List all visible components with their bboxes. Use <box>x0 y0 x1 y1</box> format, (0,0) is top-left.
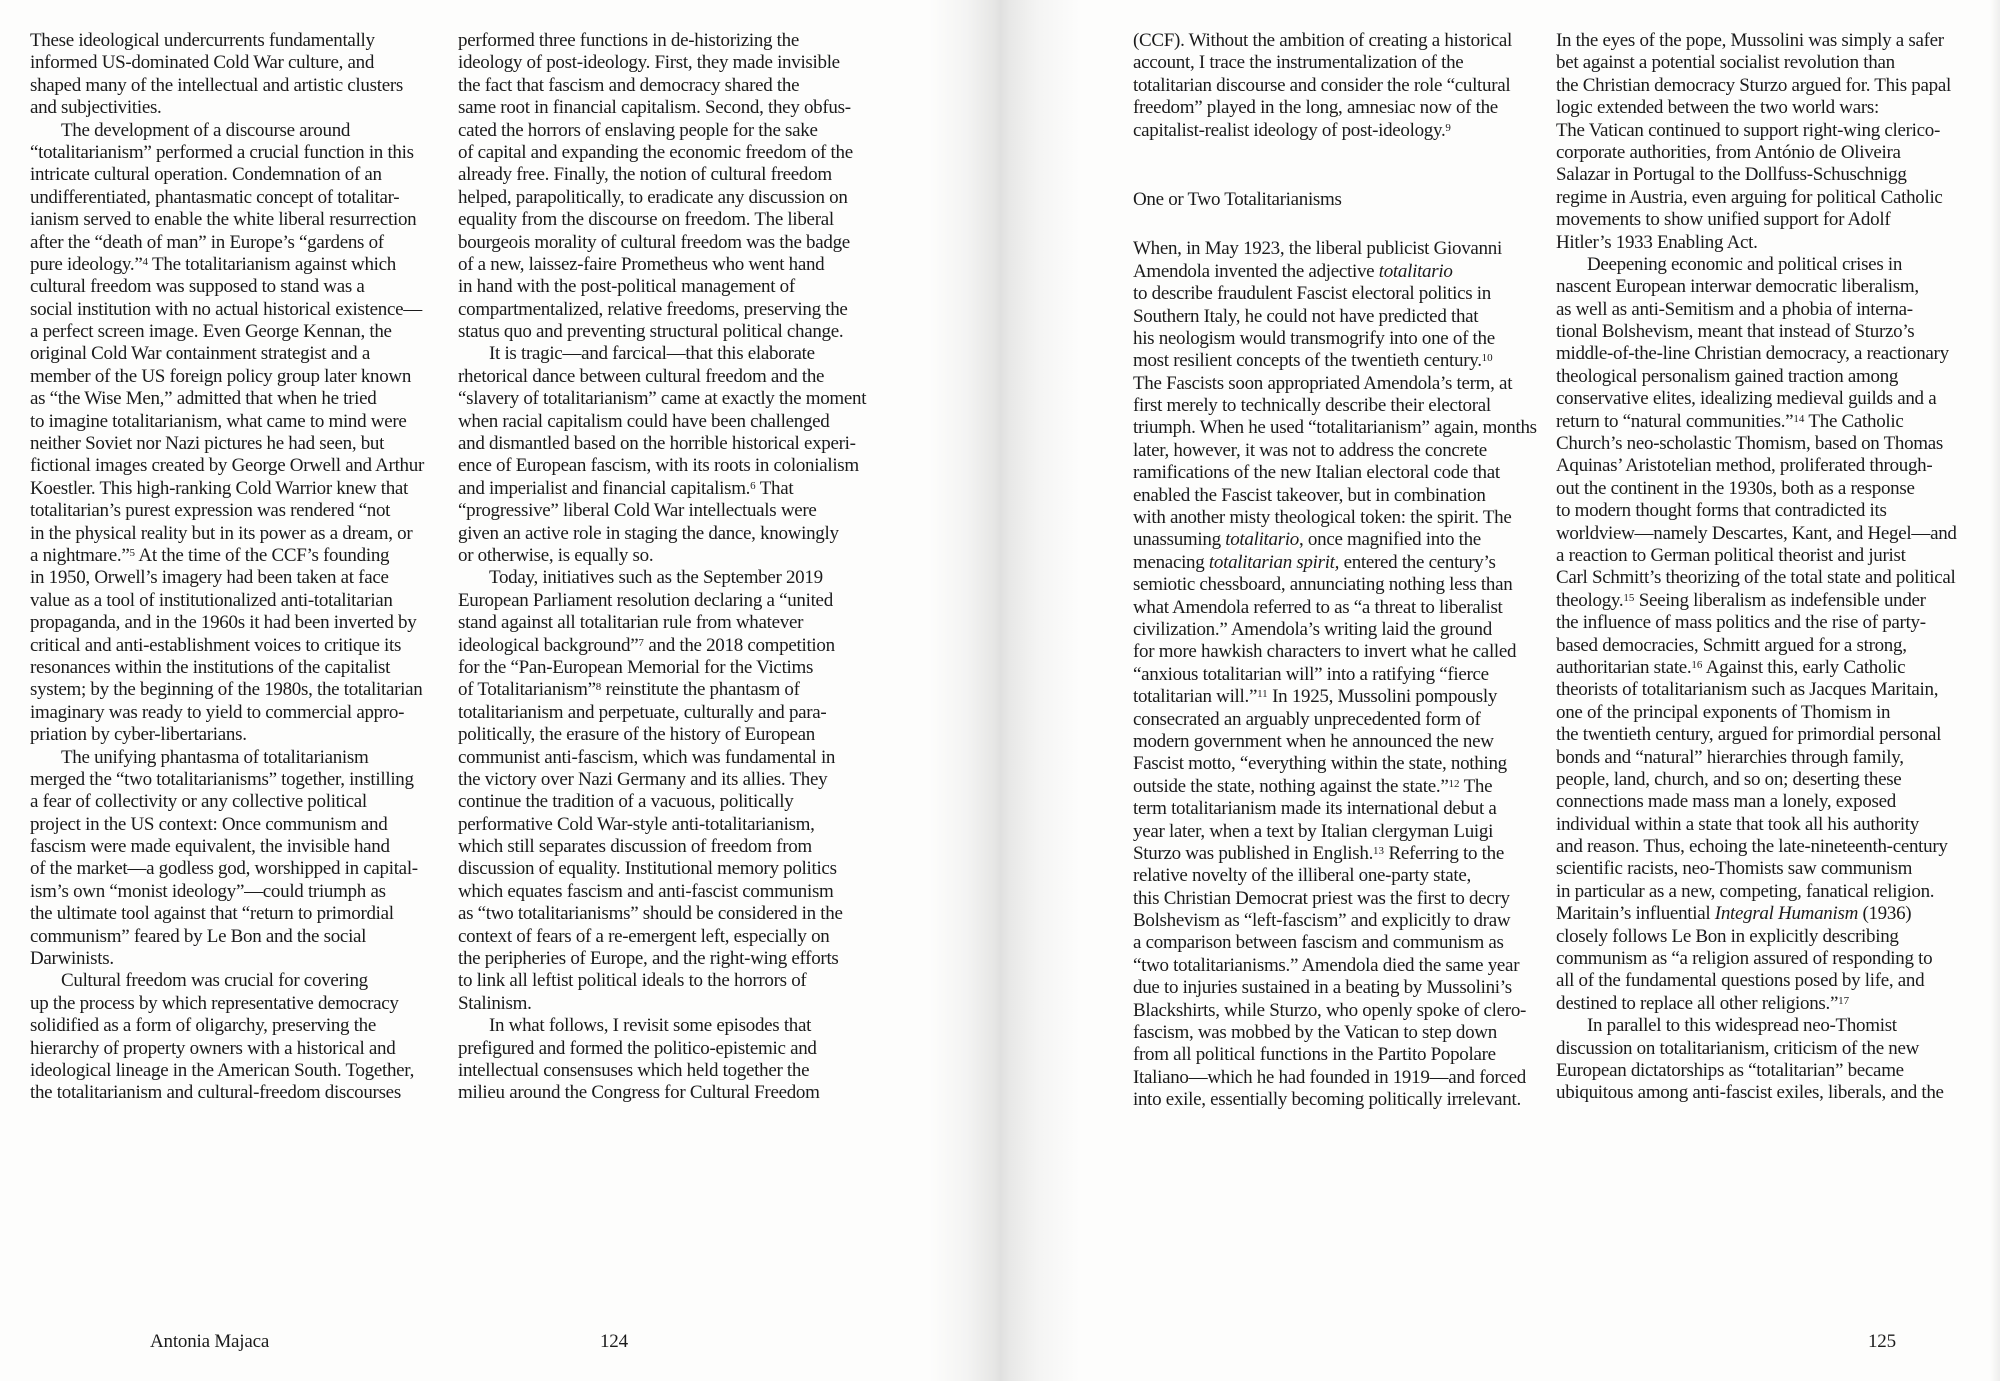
footnote-ref: 7 <box>638 636 644 649</box>
text-line: civilization.” Amendola’s writing laid the ground <box>1133 618 1492 640</box>
text-line: Bolshevism as “left-fascism” and explicitly to draw <box>1133 910 1511 932</box>
paragraph <box>1556 254 1986 1015</box>
text-column-4 <box>1556 30 1986 1105</box>
text-line: most resilient concepts of the twentieth century.$^{10}$ <box>1133 350 1493 372</box>
text-line: “two totalitarianisms.” Amendola died the same year <box>1133 954 1520 976</box>
text-line: propaganda, and in the 1960s it had been inverted by <box>30 612 417 634</box>
footnote-ref: 17 <box>1838 994 1850 1007</box>
text-line: informed US-dominated Cold War culture, and <box>30 52 375 74</box>
section-heading: One or Two Totalitarianisms <box>1133 188 1342 210</box>
text-line: in 1950, Orwell’s imagery had been taken at face <box>30 567 389 589</box>
text-line: communist anti-fascism, which was fundamental in <box>458 746 836 768</box>
text-line: milieu around the Congress for Cultural Freedom <box>458 1082 820 1104</box>
text-line: These ideological undercurrents fundamentally <box>30 30 375 51</box>
text-line: communism as “a religion assured of responding to <box>1556 948 1933 970</box>
text-line: to imagine totalitarianism, what came to mind were <box>30 410 407 432</box>
text-line: middle-of-the-line Christian democracy, a reactionary <box>1556 343 1949 365</box>
text-line: neither Soviet nor Nazi pictures he had seen, but <box>30 433 385 455</box>
text-line: term totalitarianism made its international debut a <box>1133 798 1497 820</box>
footnote-ref: 4 <box>142 255 148 268</box>
text-line: original Cold War containment strategist and a <box>30 343 370 365</box>
footnote-ref: 9 <box>1445 121 1451 134</box>
text-line: a perfect screen image. Even George Kennan, the <box>30 321 392 343</box>
text-line: a comparison between fascism and communism as <box>1133 932 1504 954</box>
text-line: theological personalism gained traction among <box>1556 365 1899 387</box>
text-line: prefigured and formed the politico-epistemic and <box>458 1037 817 1059</box>
text-line: the victory over Nazi Germany and its allies. They <box>458 768 828 790</box>
text-line: ideological background”$^7$ and the 2018 competition <box>458 634 835 656</box>
text-line: system; by the beginning of the 1980s, the totalitarian <box>30 679 423 701</box>
text-line: the Christian democracy Sturzo argued for. This papal <box>1556 74 1951 96</box>
text-line: Southern Italy, he could not have predicted that <box>1133 305 1479 327</box>
text-line: value as a tool of institutionalized anti-totalitarian <box>30 589 393 611</box>
text-line: cultural freedom was supposed to stand was a <box>30 276 365 298</box>
text-line: In parallel to this widespread neo-Thomist <box>1587 1015 1897 1037</box>
text-line: connections made mass man a lonely, exposed <box>1556 791 1896 813</box>
text-line: as “two totalitarianisms” should be considered in the <box>458 903 843 925</box>
text-line: this Christian Democrat priest was the first to decry <box>1133 887 1510 909</box>
text-line: theorists of totalitarianism such as Jacques Maritain, <box>1556 679 1939 701</box>
text-line: ianism served to enable the white liberal resurrection <box>30 209 417 231</box>
text-line: in particular as a new, competing, fanatical religion. <box>1556 880 1935 902</box>
text-line: destined to replace all other religions.”$^{17}$ <box>1556 992 1850 1014</box>
text-line: Cultural freedom was crucial for covering <box>61 970 368 992</box>
text-line: after the “death of man” in Europe’s “gardens of <box>30 231 384 253</box>
text-line: intricate cultural operation. Condemnation of an <box>30 164 382 186</box>
text-line: as well as anti-Semitism and a phobia of interna- <box>1556 298 1913 320</box>
text-line: ramifications of the new Italian electoral code that <box>1133 462 1500 484</box>
text-line: the peripheries of Europe, and the right-wing efforts <box>458 948 839 970</box>
paragraph <box>1133 238 1555 1111</box>
text-line: fictional images created by George Orwell and Arthur <box>30 455 424 477</box>
text-line: totalitarianism and perpetuate, culturally and para- <box>458 701 827 723</box>
text-line: from all political functions in the Partito Popolare <box>1133 1044 1496 1066</box>
text-line: European Parliament resolution declaring a “united <box>458 589 833 611</box>
text-line: due to injuries sustained in a beating by Mussolini’s <box>1133 977 1512 999</box>
text-line: capitalist-realist ideology of post-ideology.$^9$ <box>1133 119 1451 141</box>
text-line: Hitler’s 1933 Enabling Act. <box>1556 231 1758 253</box>
text-line: the totalitarianism and cultural-freedom discourses <box>30 1082 401 1104</box>
text-line: ideology of post-ideology. First, they made invisible <box>458 52 840 74</box>
text-line: The Vatican continued to support right-wing clerico- <box>1556 119 1940 141</box>
text-line: menacing totalitarian spirit, entered the century’s <box>1133 551 1496 573</box>
text-line: member of the US foreign policy group later known <box>30 365 412 387</box>
footnote-ref: 12 <box>1448 777 1460 790</box>
text-line: imaginary was ready to yield to commercial appro- <box>30 701 405 723</box>
text-line: closely follows Le Bon in explicitly describing <box>1556 925 1899 947</box>
text-line: a reaction to German political theorist and jurist <box>1556 544 1906 566</box>
text-line: given an active role in staging the dance, knowingly <box>458 522 839 544</box>
text-line: Italiano—which he had founded in 1919—and forced <box>1133 1066 1526 1088</box>
text-line: for more hawkish characters to invert what he called <box>1133 641 1517 663</box>
text-line: discussion on totalitarianism, criticism of the new <box>1556 1037 1920 1059</box>
text-line: and dismantled based on the horrible historical experi- <box>458 433 856 455</box>
text-line: for the “Pan-European Memorial for the Victims <box>458 656 814 678</box>
text-line: theology.$^{15}$ Seeing liberalism as indefensible under <box>1556 589 1926 611</box>
text-line: helped, parapolitically, to eradicate any discussion on <box>458 186 848 208</box>
text-line: later, however, it was not to address the concrete <box>1133 439 1487 461</box>
text-line: Koestler. This high-ranking Cold Warrior knew that <box>30 477 409 499</box>
text-line: Carl Schmitt’s theorizing of the total state and political <box>1556 567 1956 589</box>
text-line: hierarchy of property owners with a historical and <box>30 1037 396 1059</box>
page-number-left: 124 <box>600 1331 628 1352</box>
text-line: authoritarian state.$^{16}$ Against this, early Catholic <box>1556 656 1906 678</box>
text-line: the influence of mass politics and the rise of party- <box>1556 612 1926 634</box>
text-line: first merely to technically describe their electoral <box>1133 395 1491 417</box>
text-column-3 <box>1133 30 1555 1112</box>
text-line: (CCF). Without the ambition of creating a historical <box>1133 30 1513 51</box>
text-line: politically, the erasure of the history of European <box>458 724 816 746</box>
paragraph <box>1556 30 1986 254</box>
text-line: corporate authorities, from António de Oliveira <box>1556 141 1901 163</box>
text-line: Blackshirts, while Sturzo, who openly spoke of clero- <box>1133 999 1527 1021</box>
text-line: totalitarian will.”$^{11}$ In 1925, Mussolini pompously <box>1133 686 1498 708</box>
running-footer-author: Antonia Majaca <box>150 1331 270 1352</box>
text-line: unassuming totalitario, once magnified into the <box>1133 529 1481 551</box>
text-line: freedom” played in the long, amnesiac now of the <box>1133 97 1498 119</box>
text-line: a fear of collectivity or any collective political <box>30 791 367 813</box>
text-line: ubiquitous among anti-fascist exiles, liberals, and the <box>1556 1082 1944 1104</box>
text-line: scientific racists, neo-Thomists saw communism <box>1556 858 1913 880</box>
text-line: ism’s own “monist ideology”—could triumph as <box>30 880 386 902</box>
text-line: Darwinists. <box>30 948 114 970</box>
text-line: fascism, was mobbed by the Vatican to step down <box>1133 1022 1497 1044</box>
text-line: return to “natural communities.”$^{14}$ The Catholic <box>1556 410 1904 432</box>
text-line: Aquinas’ Aristotelian method, proliferated through- <box>1556 455 1933 477</box>
text-line: stand against all totalitarian rule from whatever <box>458 612 804 634</box>
paragraph <box>1133 30 1555 142</box>
text-line: shaped many of the intellectual and artistic clusters <box>30 74 403 96</box>
footnote-ref: 8 <box>595 681 602 694</box>
text-line: European dictatorships as “totalitarian” became <box>1556 1059 1904 1081</box>
text-line: priation by cyber-libertarians. <box>30 724 247 746</box>
text-line: Amendola invented the adjective totalitario <box>1133 260 1453 282</box>
text-line: a nightmare.”$^5$ At the time of the CCF’s founding <box>30 544 390 566</box>
text-line: status quo and preventing structural political change. <box>458 321 844 343</box>
text-line: the twentieth century, argued for primordial personal <box>1556 724 1942 746</box>
text-line: with another misty theological token: the spirit. The <box>1133 507 1512 529</box>
text-line: Sturzo was published in English.$^{13}$ Referring to the <box>1133 842 1504 864</box>
text-line: compartmentalized, relative freedoms, preserving the <box>458 298 848 320</box>
text-line: of Totalitarianism”$^8$ reinstitute the phantasm of <box>458 679 800 701</box>
text-line: worldview—namely Descartes, Kant, and Hegel—and <box>1556 522 1957 544</box>
text-line: “slavery of totalitarianism” came at exactly the moment <box>458 388 867 410</box>
text-line: when racial capitalism could have been challenged <box>458 410 830 432</box>
text-line: consecrated an arguably unprecedented form of <box>1133 708 1481 730</box>
paragraph <box>1556 1015 1986 1105</box>
text-line: all of the fundamental questions posed by life, and <box>1556 970 1925 992</box>
text-line: in the physical reality but in its power as a dream, or <box>30 522 413 544</box>
footnote-ref: 13 <box>1373 844 1385 857</box>
text-line: When, in May 1923, the liberal publicist Giovanni <box>1133 238 1502 260</box>
text-line: resonances within the institutions of the capitalist <box>30 656 391 678</box>
text-line: bet against a potential socialist revolution than <box>1556 52 1895 74</box>
text-line: context of fears of a re-emergent left, especially on <box>458 925 830 947</box>
text-line: based democracies, Schmitt argued for a strong, <box>1556 634 1907 656</box>
footnote-ref: 16 <box>1691 659 1703 671</box>
text-line: conservative elites, idealizing medieval guilds and a <box>1556 388 1937 410</box>
text-line: In what follows, I revisit some episodes that <box>489 1015 812 1037</box>
text-line: The development of a discourse around <box>61 119 351 141</box>
text-line: year later, when a text by Italian clergyman Luigi <box>1133 820 1494 842</box>
text-line: his neologism would transmogrify into one of the <box>1133 327 1495 349</box>
text-line: critical and anti-establishment voices to critique its <box>30 634 402 656</box>
text-line: bourgeois morality of cultural freedom was the badge <box>458 231 850 253</box>
text-line: cated the horrors of enslaving people for the sake <box>458 119 818 141</box>
text-line: performed three functions in de-historizing the <box>458 30 799 51</box>
text-line: which equates fascism and anti-fascist communism <box>458 880 834 902</box>
text-line: individual within a state that took all his authority <box>1556 813 1919 835</box>
text-line: Deepening economic and political crises in <box>1587 253 1903 275</box>
footnote-ref: 5 <box>129 547 135 560</box>
text-line: ence of European fascism, with its roots in colonialism <box>458 455 859 477</box>
text-line: tional Bolshevism, meant that instead of Sturzo’s <box>1556 321 1915 343</box>
text-line: same root in financial capitalism. Second, they obfus- <box>458 97 851 119</box>
text-line: performative Cold War-style anti-totalitarianism, <box>458 813 815 835</box>
text-line: up the process by which representative democracy <box>30 992 399 1014</box>
text-line: to describe fraudulent Fascist electoral politics in <box>1133 283 1491 305</box>
footnote-ref: 10 <box>1481 352 1493 365</box>
text-line: bonds and “natural” hierarchies through family, <box>1556 746 1904 768</box>
text-line: Stalinism. <box>458 992 532 1014</box>
text-line: of a new, laissez-faire Prometheus who went hand <box>458 253 825 275</box>
text-line: out the continent in the 1930s, both as a response <box>1556 477 1915 499</box>
text-line: totalitarian’s purest expression was rendered “not <box>30 500 391 522</box>
text-line: In the eyes of the pope, Mussolini was simply a safer <box>1556 30 1944 51</box>
text-line: the ultimate tool against that “return to primordial <box>30 903 394 925</box>
text-line: Maritain’s influential Integral Humanism (1936) <box>1556 903 1912 925</box>
text-line: undifferentiated, phantasmatic concept of totalitar- <box>30 186 400 208</box>
text-line: Fascist motto, “everything within the state, nothing <box>1133 753 1507 775</box>
text-line: nascent European interwar democratic liberalism, <box>1556 276 1919 298</box>
text-line: Salazar in Portugal to the Dollfuss-Schuschnigg <box>1556 164 1907 186</box>
text-line: The Fascists soon appropriated Amendola’s term, at <box>1133 372 1513 394</box>
text-line: project in the US context: Once communism and <box>30 813 388 835</box>
text-line: outside the state, nothing against the state.”$^{12}$ The <box>1133 775 1493 797</box>
text-line: “progressive” liberal Cold War intellectuals were <box>458 500 817 522</box>
text-line: and imperialist and financial capitalism.$^6$ That <box>458 477 794 499</box>
text-line: pure ideology.”$^4$ The totalitarianism against which <box>30 253 396 275</box>
text-line: “anxious totalitarian will” into a ratifying “fierce <box>1133 663 1489 685</box>
footnote-ref: 11 <box>1257 688 1268 701</box>
text-line: equality from the discourse on freedom. The liberal <box>458 209 834 231</box>
page-number-right: 125 <box>1868 1331 1896 1352</box>
text-line: one of the principal exponents of Thomism in <box>1556 701 1891 723</box>
text-line: the fact that fascism and democracy shared the <box>458 74 800 96</box>
text-line: of the market—a godless god, worshipped in capital- <box>30 858 418 880</box>
text-line: into exile, essentially becoming politically irrelevant. <box>1133 1089 1521 1111</box>
text-line: what Amendola referred to as “a threat to liberalist <box>1133 596 1503 618</box>
text-line: which still separates discussion of freedom from <box>458 836 812 858</box>
text-line: rhetorical dance between cultural freedom and the <box>458 365 825 387</box>
text-line: people, land, church, and so on; deserting these <box>1556 768 1902 790</box>
text-line: account, I trace the instrumentalization of the <box>1133 52 1464 74</box>
footnote-ref: 15 <box>1623 591 1635 604</box>
text-line: semiotic chessboard, annunciating nothing less than <box>1133 574 1513 596</box>
footnote-ref: 6 <box>750 479 756 492</box>
text-line: logic extended between the two world wars: <box>1556 97 1879 119</box>
text-line: continue the tradition of a vacuous, politically <box>458 791 794 813</box>
text-line: social institution with no actual historical existence— <box>30 298 422 320</box>
text-line: already free. Finally, the notion of cultural freedom <box>458 164 832 186</box>
text-line: It is tragic—and farcical—that this elaborate <box>489 343 815 365</box>
text-line: discussion of equality. Institutional memory politics <box>458 858 837 880</box>
text-line: intellectual consensuses which held together the <box>458 1059 810 1081</box>
footnote-ref: 14 <box>1793 412 1805 425</box>
text-line: to modern thought forms that contradicted its <box>1556 500 1887 522</box>
text-line: in hand with the post-political management of <box>458 276 795 298</box>
text-line: fascism were made equivalent, the invisible hand <box>30 836 390 858</box>
text-line: ideological lineage in the American South. Together, <box>30 1059 415 1081</box>
text-line: solidified as a form of oligarchy, preserving the <box>30 1015 377 1037</box>
text-line: and subjectivities. <box>30 97 162 119</box>
text-line: Church’s neo-scholastic Thomism, based on Thomas <box>1556 433 1944 455</box>
text-line: of capital and expanding the economic freedom of the <box>458 141 853 163</box>
text-line: regime in Austria, even arguing for political Catholic <box>1556 186 1943 208</box>
text-line: enabled the Fascist takeover, but in combination <box>1133 484 1486 506</box>
text-line: relative novelty of the illiberal one-party state, <box>1133 865 1471 887</box>
text-line: triumph. When he used “totalitarianism” again, months <box>1133 417 1537 439</box>
text-line: movements to show unified support for Adolf <box>1556 209 1891 231</box>
text-line: “totalitarianism” performed a crucial function in this <box>30 141 414 163</box>
text-line: Today, initiatives such as the September 2019 <box>489 567 823 589</box>
text-line: as “the Wise Men,” admitted that when he tried <box>30 388 377 410</box>
text-line: or otherwise, is equally so. <box>458 544 654 566</box>
text-line: merged the “two totalitarianisms” together, instilling <box>30 768 414 790</box>
text-line: and reason. Thus, echoing the late-nineteenth-century <box>1556 836 1948 858</box>
text-line: The unifying phantasma of totalitarianism <box>61 746 369 768</box>
text-line: communism” feared by Le Bon and the social <box>30 925 367 947</box>
text-line: modern government when he announced the new <box>1133 730 1494 752</box>
text-line: to link all leftist political ideals to the horrors of <box>458 970 807 992</box>
text-line: totalitarian discourse and consider the role “cultural <box>1133 74 1511 96</box>
